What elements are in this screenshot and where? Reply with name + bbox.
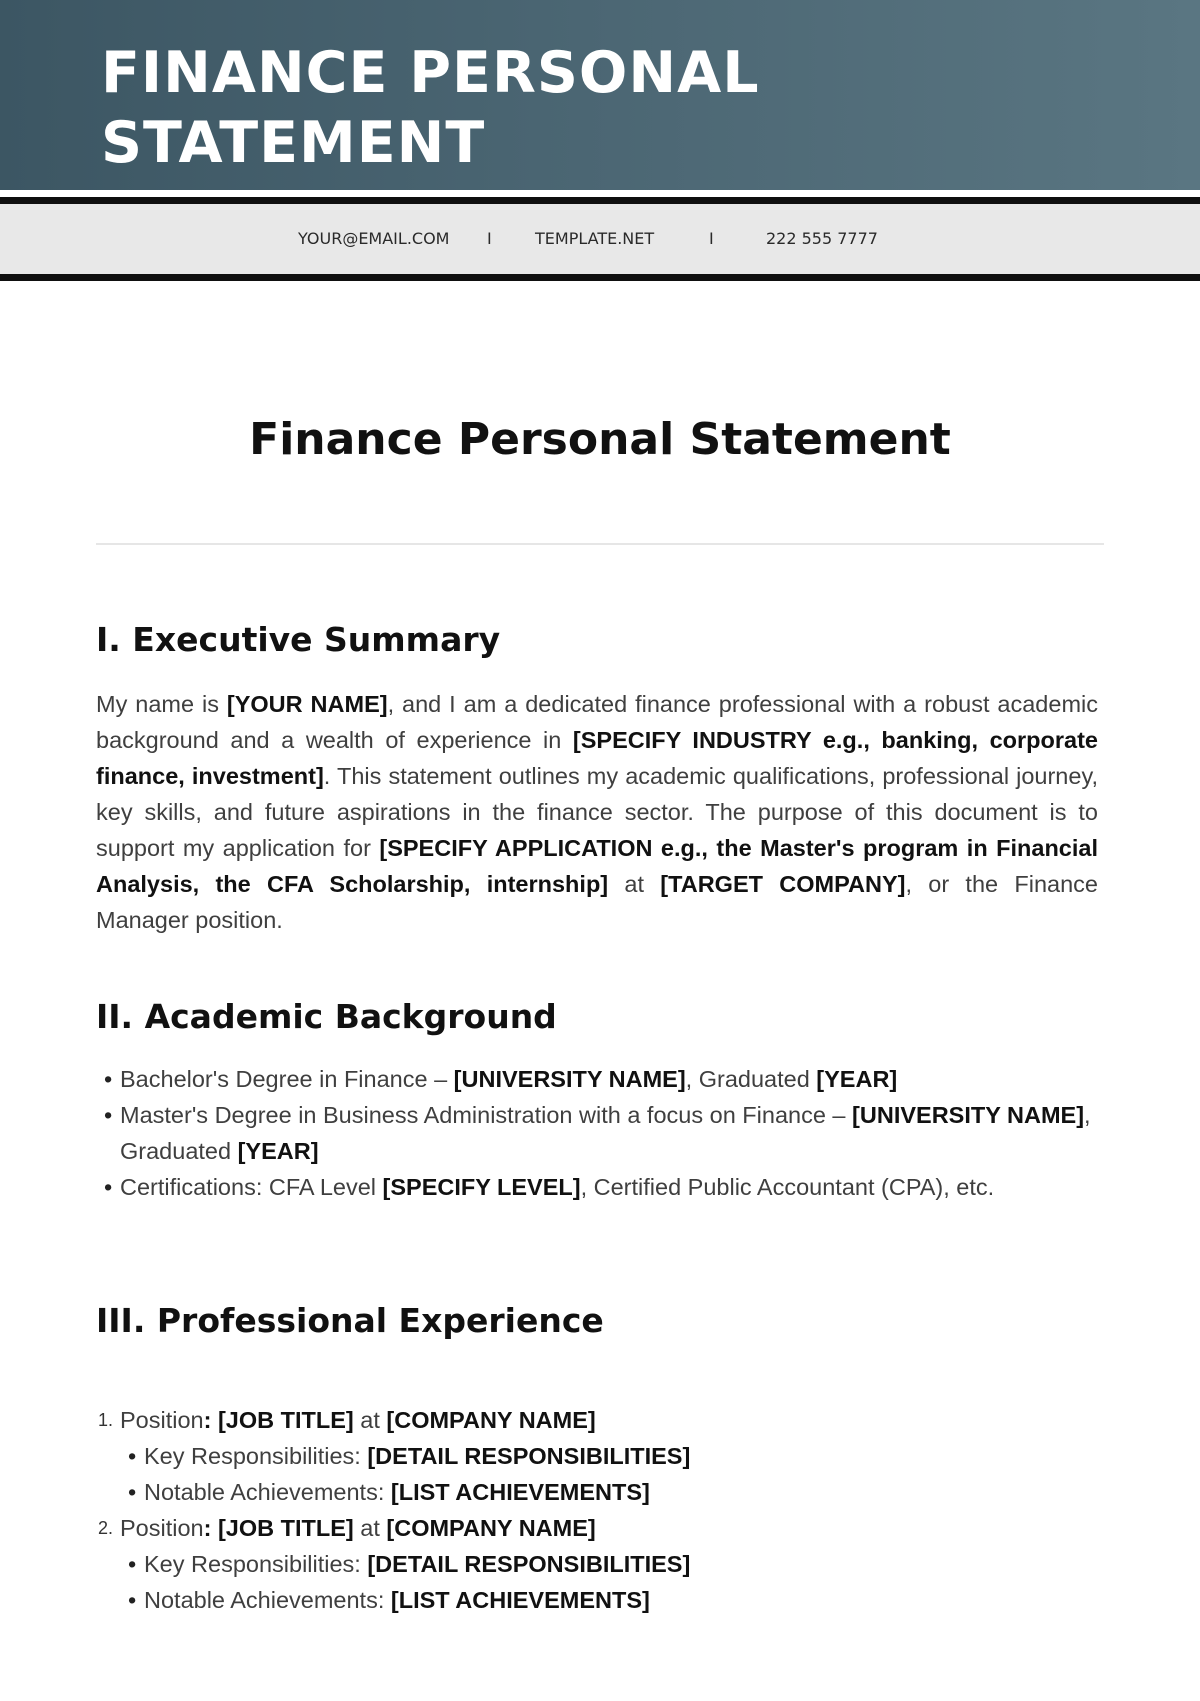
position-details [120, 1438, 1096, 1510]
banner-title-line-1: FINANCE PERSONAL [101, 40, 760, 106]
position-number: 2. [98, 1518, 114, 1538]
list-item [96, 1061, 1096, 1097]
text-run: . This statement outlines my academic qualifications, professional journey, key skills, and future aspirations in the finance sector. The purpose of this document is to support my application for [96, 763, 1098, 861]
position-details [120, 1546, 1096, 1618]
text-run: Position [120, 1407, 204, 1433]
contact-phone: 222 555 7777 [766, 229, 878, 248]
text-run: Notable Achievements: [144, 1587, 391, 1613]
text-run: , Graduated [120, 1102, 1091, 1164]
list-item [120, 1582, 1096, 1618]
text-run: Certifications: CFA Level [120, 1174, 383, 1200]
placeholder-company-name: [COMPANY NAME] [386, 1515, 596, 1541]
placeholder-company-name: [COMPANY NAME] [386, 1407, 596, 1433]
contact-bar [0, 204, 1200, 274]
list-item [96, 1097, 1096, 1169]
section-heading-professional-experience: III. Professional Experience [96, 1301, 604, 1340]
placeholder-achievements: [LIST ACHIEVEMENTS] [390, 1587, 650, 1613]
text-run: , and I am a dedicated finance professional with a robust academic background and a wealth of experience in [96, 691, 1098, 753]
placeholder-job-title: : [JOB TITLE] [203, 1515, 354, 1541]
text-run: at [353, 1407, 387, 1433]
list-item [96, 1169, 1096, 1205]
placeholder-industry: [SPECIFY INDUSTRY e.g., banking, corporate finance, investment] [96, 727, 1098, 789]
academic-list [96, 1061, 1096, 1205]
title-divider [96, 543, 1104, 545]
text-run: Bachelor's Degree in Finance – [120, 1066, 454, 1092]
position-number: 1. [98, 1410, 114, 1430]
contact-row [0, 204, 1200, 274]
text-run: , Certified Public Accountant (CPA), etc. [580, 1174, 995, 1200]
text-run: Master's Degree in Business Administration with a focus on Finance – [120, 1102, 853, 1128]
placeholder-year: [YEAR] [816, 1066, 898, 1092]
text-run: Key Responsibilities: [144, 1551, 368, 1577]
text-run: My name is [96, 691, 227, 717]
placeholder-achievements: [LIST ACHIEVEMENTS] [390, 1479, 650, 1505]
placeholder-university: [UNIVERSITY NAME] [453, 1066, 686, 1092]
list-item [120, 1438, 1096, 1474]
list-item [120, 1474, 1096, 1510]
position-item [96, 1402, 1096, 1510]
placeholder-level: [SPECIFY LEVEL] [382, 1174, 581, 1200]
contact-separator: I [709, 229, 714, 248]
text-run: Position [120, 1515, 204, 1541]
document-title: Finance Personal Statement [249, 414, 951, 465]
contact-website: TEMPLATE.NET [535, 229, 655, 248]
banner-title-line-2: STATEMENT [101, 110, 486, 176]
placeholder-job-title: : [JOB TITLE] [203, 1407, 354, 1433]
section-heading-academic-background: II. Academic Background [96, 997, 557, 1036]
section-heading-executive-summary: I. Executive Summary [96, 620, 501, 659]
text-run: at [353, 1515, 387, 1541]
executive-summary-paragraph [96, 686, 1098, 938]
placeholder-year: [YEAR] [237, 1138, 319, 1164]
list-item [120, 1546, 1096, 1582]
placeholder-responsibilities: [DETAIL RESPONSIBILITIES] [367, 1443, 691, 1469]
experience-list [96, 1402, 1096, 1618]
text-run: Key Responsibilities: [144, 1443, 368, 1469]
text-run: , or the Finance Manager position. [96, 871, 1098, 933]
text-run: Notable Achievements: [144, 1479, 391, 1505]
text-run: , Graduated [685, 1066, 817, 1092]
contact-email: YOUR@EMAIL.COM [298, 229, 450, 248]
contact-bar-bottom-rule [0, 274, 1200, 281]
contact-bar-top-rule [0, 197, 1200, 204]
header-banner [0, 0, 1200, 190]
placeholder-university: [UNIVERSITY NAME] [852, 1102, 1085, 1128]
placeholder-responsibilities: [DETAIL RESPONSIBILITIES] [367, 1551, 691, 1577]
position-item [96, 1510, 1096, 1618]
placeholder-your-name: [YOUR NAME] [226, 691, 388, 717]
placeholder-application: [SPECIFY APPLICATION e.g., the Master's program in Financial Analysis, the CFA Scholarship, internship] [96, 835, 1099, 897]
text-run: at [608, 871, 661, 897]
placeholder-target-company: [TARGET COMPANY] [660, 871, 906, 897]
contact-separator: I [487, 229, 492, 248]
banner-title [101, 38, 760, 178]
